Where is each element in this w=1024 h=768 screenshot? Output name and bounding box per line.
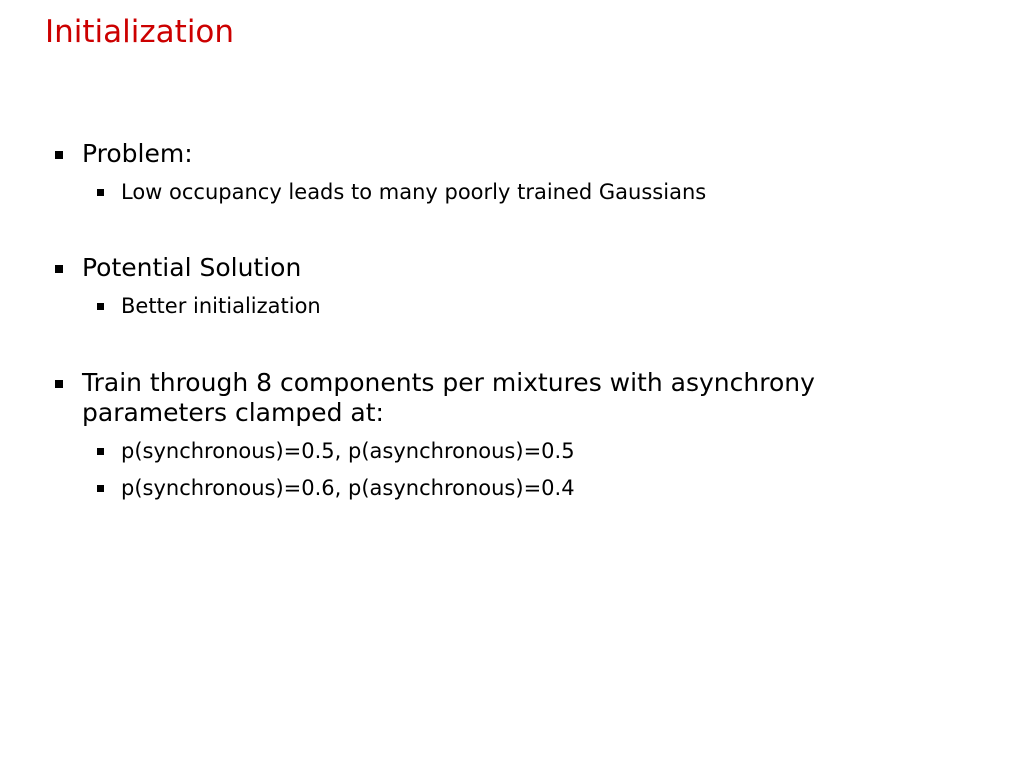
bullet-train-through: [82, 368, 962, 428]
sub-bullet-text: Better initialization: [121, 294, 321, 318]
sub-bullet-clamp-0-5: [121, 438, 981, 464]
sub-bullet-text: Low occupancy leads to many poorly trained Gaussians: [121, 180, 707, 204]
bullet-text: Potential Solution: [82, 253, 302, 282]
bullet-text: Train through 8 components per mixtures with asynchrony parameters clamped at:: [82, 368, 815, 427]
square-bullet-icon: [97, 448, 104, 455]
sub-bullet-text: p(synchronous)=0.5, p(asynchronous)=0.5: [121, 439, 575, 463]
sub-bullet-low-occupancy: [121, 179, 981, 205]
square-bullet-icon: [55, 380, 63, 388]
bullet-potential-solution: [82, 253, 962, 283]
sub-bullet-clamp-0-6: [121, 475, 981, 501]
square-bullet-icon: [97, 189, 104, 196]
square-bullet-icon: [97, 303, 104, 310]
sub-bullet-better-initialization: [121, 293, 981, 319]
square-bullet-icon: [55, 265, 63, 273]
square-bullet-icon: [55, 151, 63, 159]
bullet-problem: [82, 139, 962, 169]
bullet-text: Problem:: [82, 139, 193, 168]
square-bullet-icon: [97, 485, 104, 492]
sub-bullet-text: p(synchronous)=0.6, p(asynchronous)=0.4: [121, 476, 575, 500]
slide-title: Initialization: [45, 14, 235, 50]
